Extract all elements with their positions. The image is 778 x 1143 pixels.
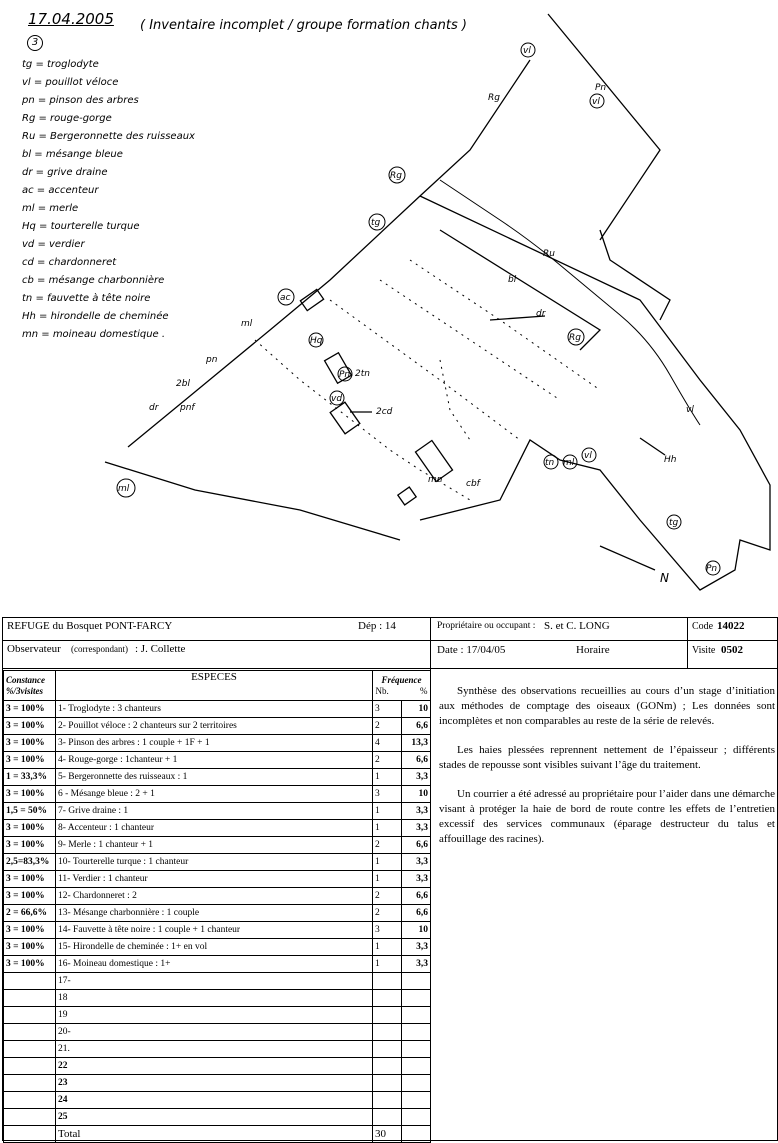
nb-cell [373, 1041, 402, 1058]
observer-name: : J. Collette [135, 643, 186, 655]
code-label: Code [692, 621, 714, 632]
map-label: tg [371, 218, 381, 228]
constance-cell: 2 = 66,6% [4, 905, 56, 922]
map-label: tg [669, 518, 679, 528]
table-row [4, 956, 431, 973]
survey-form [2, 617, 778, 1141]
legend-item: vl = pouillot véloce [22, 77, 119, 88]
constance-cell: 1 = 33,3% [4, 769, 56, 786]
total-empty [4, 1126, 56, 1143]
pct-cell: 3,3 [402, 820, 431, 837]
species-cell: 17- [56, 973, 373, 990]
table-row [4, 1024, 431, 1041]
legend-item: tn = fauvette à tête noire [22, 293, 151, 304]
constance-cell: 3 = 100% [4, 956, 56, 973]
constance-cell: 3 = 100% [4, 786, 56, 803]
col-especes: ESPECES [56, 671, 373, 701]
legend-item: vd = verdier [22, 239, 85, 250]
constance-cell: 3 = 100% [4, 701, 56, 718]
table-row [4, 718, 431, 735]
synthesis-paragraph: Synthèse des observations recueillies au cours d’un stage d’initiation aux méthodes de comptage des oiseaux (GONm) ; Les données sont incomplètes et non comparables au reste de la série de relevés. [439, 685, 775, 727]
map-label: 2cd [376, 407, 393, 417]
map-label: vl [686, 405, 694, 415]
sketch-number: 3 [27, 35, 43, 51]
nb-cell: 3 [373, 786, 402, 803]
visite-label: Visite [692, 645, 716, 656]
table-row [4, 1058, 431, 1075]
synthesis-paragraph: Un courrier a été adressé au propriétaire pour l’aider dans une démarche visant à protéger la haie de bord de route contre les effets de l’entretien excessif des services communaux (éparage destructeur du talus et affouillage des racines). [439, 788, 775, 845]
constance-cell [4, 1007, 56, 1024]
observer-label: Observateur [7, 643, 61, 655]
constance-cell [4, 1109, 56, 1126]
species-cell: 24 [56, 1092, 373, 1109]
map-label: ac [280, 293, 291, 303]
total-pct [402, 1126, 431, 1143]
pct-cell: 6,6 [402, 888, 431, 905]
species-cell: 1- Troglodyte : 3 chanteurs [56, 701, 373, 718]
constance-cell: 3 = 100% [4, 735, 56, 752]
species-table [3, 670, 431, 1143]
constance-cell: 3 = 100% [4, 871, 56, 888]
pct-cell [402, 1109, 431, 1126]
table-row [4, 1075, 431, 1092]
table-row [4, 752, 431, 769]
nb-cell: 2 [373, 905, 402, 922]
nb-cell: 1 [373, 769, 402, 786]
pct-cell: 6,6 [402, 718, 431, 735]
table-row [4, 735, 431, 752]
col-constance: Constance %/3visites [4, 671, 56, 701]
col-frequence: Fréquence Nb. % [373, 671, 431, 701]
horaire-label: Horaire [576, 644, 610, 656]
nb-cell [373, 1024, 402, 1041]
constance-cell: 1,5 = 50% [4, 803, 56, 820]
map-label: vl [584, 451, 592, 461]
sketch-date: 17.04.2005 [28, 10, 114, 28]
map-label: vl [523, 46, 531, 56]
species-cell: 6 - Mésange bleue : 2 + 1 [56, 786, 373, 803]
pct-cell [402, 973, 431, 990]
map-label: bl [508, 275, 517, 285]
map-label: 2bl [176, 379, 190, 389]
map-label: Rg [569, 333, 581, 343]
table-row [4, 803, 431, 820]
legend-item: tg = troglodyte [22, 59, 99, 70]
map-label: pn [206, 355, 218, 365]
species-cell: 8- Accenteur : 1 chanteur [56, 820, 373, 837]
legend-item: Ru = Bergeronnette des ruisseaux [22, 131, 195, 142]
legend-item: dr = grive draine [22, 167, 108, 178]
pct-cell [402, 1024, 431, 1041]
map-label: Pn [595, 83, 607, 93]
species-cell: 25 [56, 1109, 373, 1126]
map-label: ml [118, 484, 130, 494]
code-value: 14022 [717, 620, 745, 632]
map-label: cbf [466, 479, 480, 489]
species-cell: 19 [56, 1007, 373, 1024]
species-cell: 7- Grive draine : 1 [56, 803, 373, 820]
pct-cell: 3,3 [402, 871, 431, 888]
pct-cell: 3,3 [402, 956, 431, 973]
map-label: Hh [664, 455, 677, 465]
pct-cell: 10 [402, 701, 431, 718]
species-cell: 13- Mésange charbonnière : 1 couple [56, 905, 373, 922]
pct-cell: 3,3 [402, 769, 431, 786]
pct-cell: 6,6 [402, 752, 431, 769]
table-row [4, 701, 431, 718]
pct-cell: 13,3 [402, 735, 431, 752]
map-label: Ru [543, 249, 555, 259]
constance-cell: 3 = 100% [4, 888, 56, 905]
pct-cell: 3,3 [402, 803, 431, 820]
observer-sub: (correspondant) [71, 644, 128, 654]
species-cell: 16- Moineau domestique : 1+ [56, 956, 373, 973]
species-cell: 10- Tourterelle turque : 1 chanteur [56, 854, 373, 871]
constance-cell: 3 = 100% [4, 922, 56, 939]
owner-label: Propriétaire ou occupant : [437, 621, 536, 631]
legend-item: mn = moineau domestique . [22, 329, 166, 340]
map-label: mn [428, 475, 443, 485]
total-label: Total [56, 1126, 373, 1143]
species-cell: 11- Verdier : 1 chanteur [56, 871, 373, 888]
pct-cell [402, 1041, 431, 1058]
constance-cell [4, 1024, 56, 1041]
species-cell: 18 [56, 990, 373, 1007]
constance-cell: 3 = 100% [4, 939, 56, 956]
nb-cell [373, 1092, 402, 1109]
legend-item: Rg = rouge-gorge [22, 113, 112, 124]
north-label: N [660, 571, 669, 585]
sketch-note: ( Inventaire incomplet / groupe formation chants ) [140, 18, 467, 33]
nb-cell: 1 [373, 956, 402, 973]
nb-cell: 1 [373, 803, 402, 820]
species-cell: 5- Bergeronnette des ruisseaux : 1 [56, 769, 373, 786]
owner-name: S. et C. LONG [544, 620, 610, 632]
pct-cell: 10 [402, 786, 431, 803]
site-name: REFUGE du Bosquet PONT-FARCY [7, 620, 173, 632]
legend-item: pn = pinson des arbres [22, 95, 139, 106]
table-row [4, 1007, 431, 1024]
nb-cell: 1 [373, 820, 402, 837]
synthesis-paragraph: Les haies plessées reprennent nettement de l’épaisseur ; différents stades de repousse sont visibles suivant l’âge du traitement. [439, 744, 775, 771]
map-label: Hq [310, 336, 323, 346]
nb-cell [373, 990, 402, 1007]
nb-cell: 3 [373, 701, 402, 718]
constance-cell: 3 = 100% [4, 718, 56, 735]
table-row [4, 820, 431, 837]
species-cell: 23 [56, 1075, 373, 1092]
constance-cell [4, 1092, 56, 1109]
table-row [4, 1041, 431, 1058]
nb-cell: 2 [373, 837, 402, 854]
table-row [4, 769, 431, 786]
nb-cell: 2 [373, 752, 402, 769]
pct-cell: 10 [402, 922, 431, 939]
map-label: ml [563, 458, 575, 468]
constance-cell: 3 = 100% [4, 820, 56, 837]
legend-item: ac = accenteur [22, 185, 99, 196]
species-cell: 12- Chardonneret : 2 [56, 888, 373, 905]
map-label: pnf [180, 403, 195, 413]
map-label: vl [592, 97, 600, 107]
constance-cell [4, 973, 56, 990]
legend-item: bl = mésange bleue [22, 149, 123, 160]
constance-cell [4, 1041, 56, 1058]
table-row [4, 786, 431, 803]
species-cell: 4- Rouge-gorge : 1chanteur + 1 [56, 752, 373, 769]
nb-cell [373, 1007, 402, 1024]
map-label: ml [241, 319, 253, 329]
map-label: tn [545, 458, 555, 468]
table-row [4, 905, 431, 922]
nb-cell [373, 1058, 402, 1075]
nb-cell: 1 [373, 871, 402, 888]
map-label: Pn [706, 564, 718, 574]
survey-date: Date : 17/04/05 [437, 644, 506, 656]
synthesis-text [439, 684, 775, 861]
legend-item: Hq = tourterelle turque [22, 221, 140, 232]
pct-cell [402, 1007, 431, 1024]
table-row [4, 1109, 431, 1126]
nb-cell: 4 [373, 735, 402, 752]
legend-item: Hh = hirondelle de cheminée [22, 311, 169, 322]
nb-cell: 3 [373, 922, 402, 939]
pct-cell: 6,6 [402, 905, 431, 922]
table-row [4, 871, 431, 888]
visite-value: 0502 [721, 644, 743, 656]
nb-cell [373, 973, 402, 990]
pct-cell [402, 1058, 431, 1075]
species-cell: 20- [56, 1024, 373, 1041]
table-row [4, 922, 431, 939]
legend-item: cd = chardonneret [22, 257, 117, 268]
pct-cell: 6,6 [402, 837, 431, 854]
departement: Dép : 14 [358, 620, 396, 632]
species-cell: 22 [56, 1058, 373, 1075]
constance-cell [4, 1058, 56, 1075]
total-nb: 30 [373, 1126, 402, 1143]
constance-cell: 2,5=83,3% [4, 854, 56, 871]
pct-cell [402, 990, 431, 1007]
constance-cell [4, 1075, 56, 1092]
nb-cell: 2 [373, 718, 402, 735]
legend-item: cb = mésange charbonnière [22, 275, 165, 286]
table-row [4, 939, 431, 956]
table-row [4, 973, 431, 990]
map-label: vd [331, 394, 343, 404]
legend-item: ml = merle [22, 203, 79, 214]
nb-cell: 2 [373, 888, 402, 905]
constance-cell: 3 = 100% [4, 752, 56, 769]
map-label: dr [536, 309, 546, 319]
table-row [4, 888, 431, 905]
nb-cell [373, 1075, 402, 1092]
nb-cell: 1 [373, 854, 402, 871]
nb-cell: 1 [373, 939, 402, 956]
table-row [4, 837, 431, 854]
map-label: dr [149, 403, 159, 413]
pct-cell [402, 1075, 431, 1092]
species-cell: 21. [56, 1041, 373, 1058]
species-cell: 15- Hirondelle de cheminée : 1+ en vol [56, 939, 373, 956]
species-cell: 9- Merle : 1 chanteur + 1 [56, 837, 373, 854]
constance-cell: 3 = 100% [4, 837, 56, 854]
table-row [4, 854, 431, 871]
pct-cell: 3,3 [402, 939, 431, 956]
species-cell: 3- Pinson des arbres : 1 couple + 1F + 1 [56, 735, 373, 752]
map-label: Pn [339, 370, 351, 380]
table-row [4, 990, 431, 1007]
pct-cell [402, 1092, 431, 1109]
map-label: Rg [488, 93, 500, 103]
map-label: 2tn [355, 369, 370, 379]
table-row [4, 1092, 431, 1109]
species-cell: 14- Fauvette à tête noire : 1 couple + 1 chanteur [56, 922, 373, 939]
species-cell: 2- Pouillot véloce : 2 chanteurs sur 2 territoires [56, 718, 373, 735]
pct-cell: 3,3 [402, 854, 431, 871]
map-label: Rg [390, 171, 402, 181]
nb-cell [373, 1109, 402, 1126]
constance-cell [4, 990, 56, 1007]
